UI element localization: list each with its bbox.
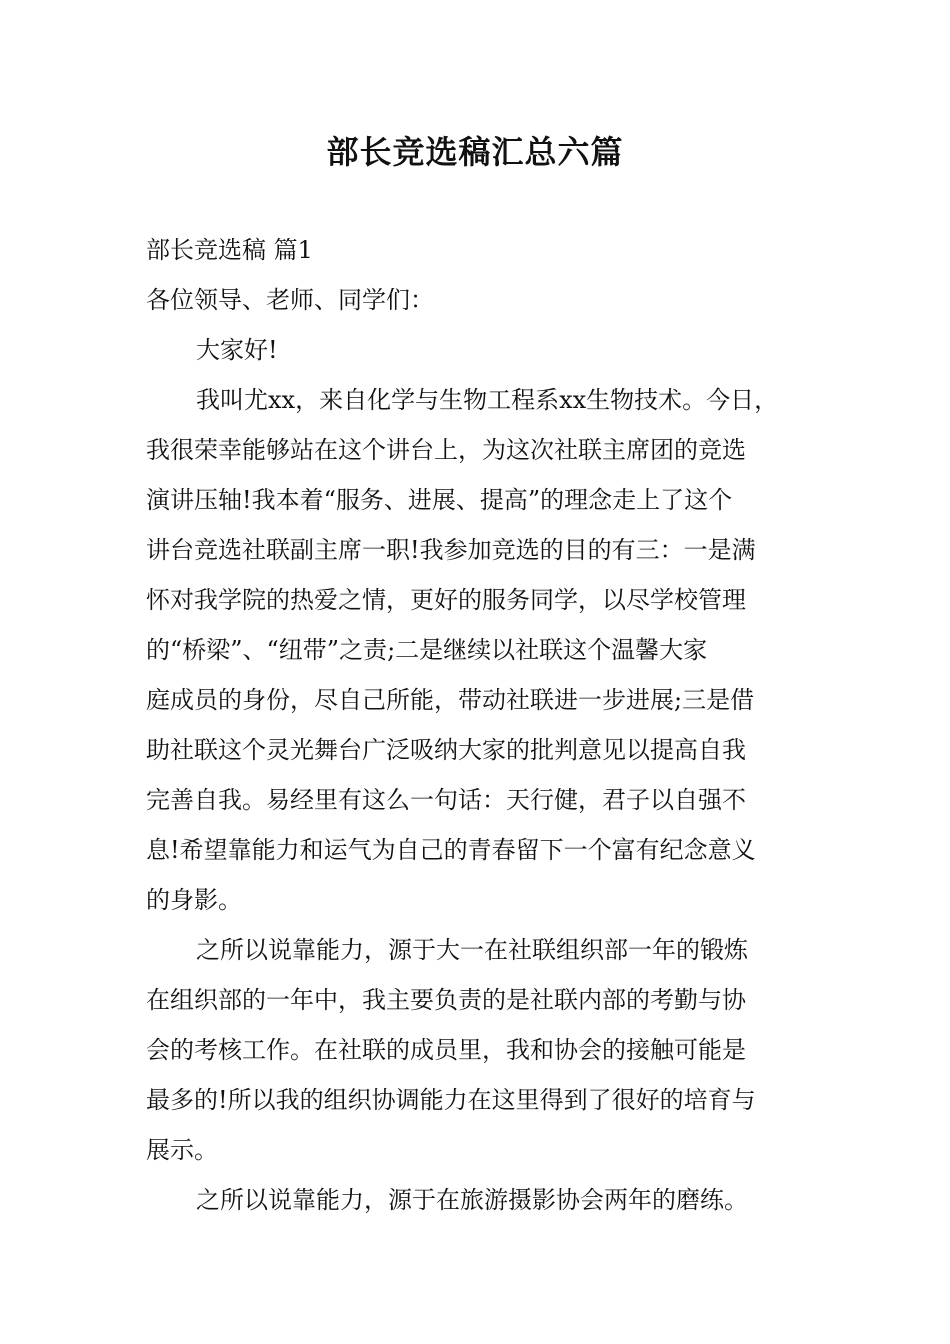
text-line: 的身影。 xyxy=(146,886,242,914)
document-body xyxy=(146,225,814,1225)
text-line: 最多的!所以我的组织协调能力在这里得到了很好的培育与 xyxy=(146,1086,756,1114)
text-line: 部长竞选稿 篇1 xyxy=(146,236,313,264)
text-line: 展示。 xyxy=(146,1136,218,1164)
text-line: 各位领导、老师、同学们： xyxy=(146,286,434,314)
text-line: 怀对我学院的热爱之情，更好的服务同学，以尽学校管理 xyxy=(146,586,746,614)
text-line: 息!希望靠能力和运气为自己的青春留下一个富有纪念意义 xyxy=(146,836,756,864)
text-line: 讲台竞选社联副主席一职!我参加竞选的目的有三：一是满 xyxy=(146,536,756,564)
text-line: 会的考核工作。在社联的成员里，我和协会的接触可能是 xyxy=(146,1036,746,1064)
text-line: 的“桥梁”、“纽带”之责;二是继续以社联这个温馨大家 xyxy=(146,636,708,664)
text-line: 之所以说靠能力，源于大一在社联组织部一年的锻炼 xyxy=(196,936,748,964)
text-line: 在组织部的一年中，我主要负责的是社联内部的考勤与协 xyxy=(146,986,746,1014)
text-line: 庭成员的身份，尽自己所能，带动社联进一步进展;三是借 xyxy=(146,686,755,714)
text-line: 之所以说靠能力，源于在旅游摄影协会两年的磨练。 xyxy=(196,1186,748,1214)
text-line: 助社联这个灵光舞台广泛吸纳大家的批判意见以提高自我 xyxy=(146,736,746,764)
text-line: 演讲压轴!我本着“服务、进展、提高”的理念走上了这个 xyxy=(146,486,733,514)
text-line: 我叫尤xx，来自化学与生物工程系xx生物技术。今日， xyxy=(196,386,779,414)
document-title: 部长竞选稿汇总六篇 xyxy=(326,133,624,171)
text-line: 我很荣幸能够站在这个讲台上，为这次社联主席团的竞选 xyxy=(146,436,746,464)
text-line: 完善自我。易经里有这么一句话：天行健，君子以自强不 xyxy=(146,786,746,814)
text-line: 大家好! xyxy=(196,336,278,364)
